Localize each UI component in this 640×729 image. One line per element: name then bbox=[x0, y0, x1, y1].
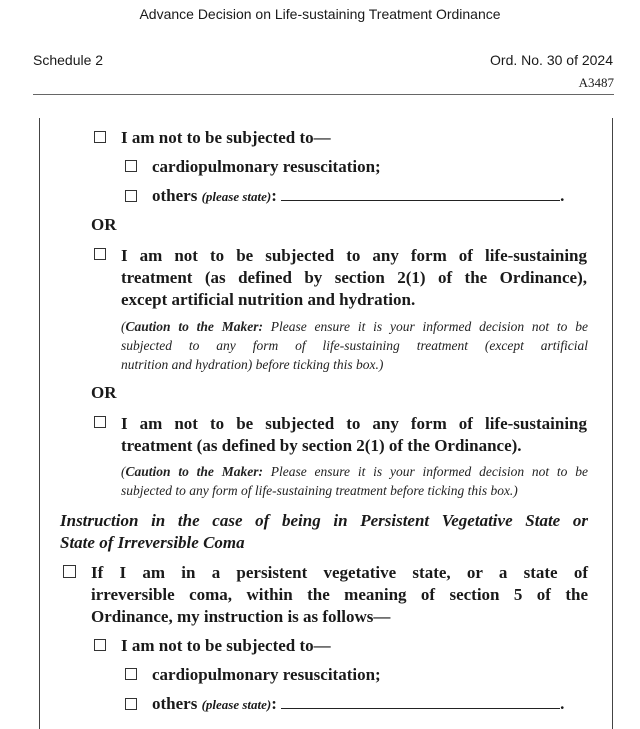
cpr-label: cardiopulmonary resuscitation; bbox=[152, 157, 381, 176]
caution-note-2: (Caution to the Maker: Please ensure it is your informed decision not to be subjected to any form of life-sustaining treatment before ticking this box.) bbox=[121, 464, 588, 498]
pvs-others-checkbox[interactable] bbox=[125, 698, 137, 710]
or-separator-2: OR bbox=[91, 383, 117, 402]
schedule-label: Schedule 2 bbox=[33, 52, 104, 68]
right-margin-line bbox=[612, 118, 613, 729]
caution-note-1: (Caution to the Maker: Please ensure it is your informed decision not to be subjected to any form of life-sustaining treatment (except artificial nutrition and hydration) before ticking this box.) bbox=[121, 319, 588, 372]
any-treatment-text: I am not to be subjected to any form of life-sustaining treatment (as defined by section 2(1) of the Ordinance). bbox=[121, 414, 587, 455]
pvs-checkbox[interactable] bbox=[63, 565, 76, 578]
left-margin-line bbox=[39, 118, 40, 729]
pvs-others-fill-line[interactable] bbox=[281, 694, 560, 709]
header-divider bbox=[33, 94, 614, 95]
others-label: others bbox=[152, 186, 198, 205]
or-separator-1: OR bbox=[91, 215, 117, 234]
others-checkbox[interactable] bbox=[125, 190, 137, 202]
except-nutrition-checkbox[interactable] bbox=[94, 248, 106, 260]
pvs-others-label: others bbox=[152, 694, 198, 713]
others-colon: : bbox=[271, 186, 277, 205]
any-treatment-checkbox[interactable] bbox=[94, 416, 106, 428]
ordinance-number: Ord. No. 30 of 2024 bbox=[490, 52, 613, 68]
pvs-cpr-checkbox[interactable] bbox=[125, 668, 137, 680]
document-title: Advance Decision on Life-sustaining Treatment Ordinance bbox=[139, 6, 501, 22]
pvs-not-subjected-label: I am not to be subjected to— bbox=[121, 636, 331, 655]
pvs-not-subjected-checkbox[interactable] bbox=[94, 639, 106, 651]
not-subjected-label: I am not to be subjected to— bbox=[121, 128, 331, 147]
except-nutrition-text: I am not to be subjected to any form of life-sustaining treatment (as defined by section 2(1) of the Ordinance), except artificial nutrition and hydration. bbox=[121, 246, 587, 309]
pvs-cpr-label: cardiopulmonary resuscitation; bbox=[152, 665, 381, 684]
pvs-others-period: . bbox=[560, 694, 565, 713]
pvs-others-row bbox=[152, 694, 564, 714]
cpr-checkbox[interactable] bbox=[125, 160, 137, 172]
others-hint: (please state) bbox=[201, 189, 272, 204]
others-fill-line[interactable] bbox=[281, 186, 560, 201]
pvs-instruction-text: If I am in a persistent vegetative state, or a state of irreversible coma, within the meaning of section 5 of the Ordinance, my instruction is as follows— bbox=[91, 563, 588, 626]
page-code: A3487 bbox=[578, 75, 614, 90]
pvs-heading: Instruction in the case of being in Persistent Vegetative State or State of Irreversible Coma bbox=[60, 511, 588, 552]
pvs-others-hint: (please state) bbox=[201, 697, 272, 712]
not-subjected-checkbox[interactable] bbox=[94, 131, 106, 143]
others-row bbox=[152, 186, 564, 206]
others-period: . bbox=[560, 186, 565, 205]
pvs-others-colon: : bbox=[271, 694, 277, 713]
